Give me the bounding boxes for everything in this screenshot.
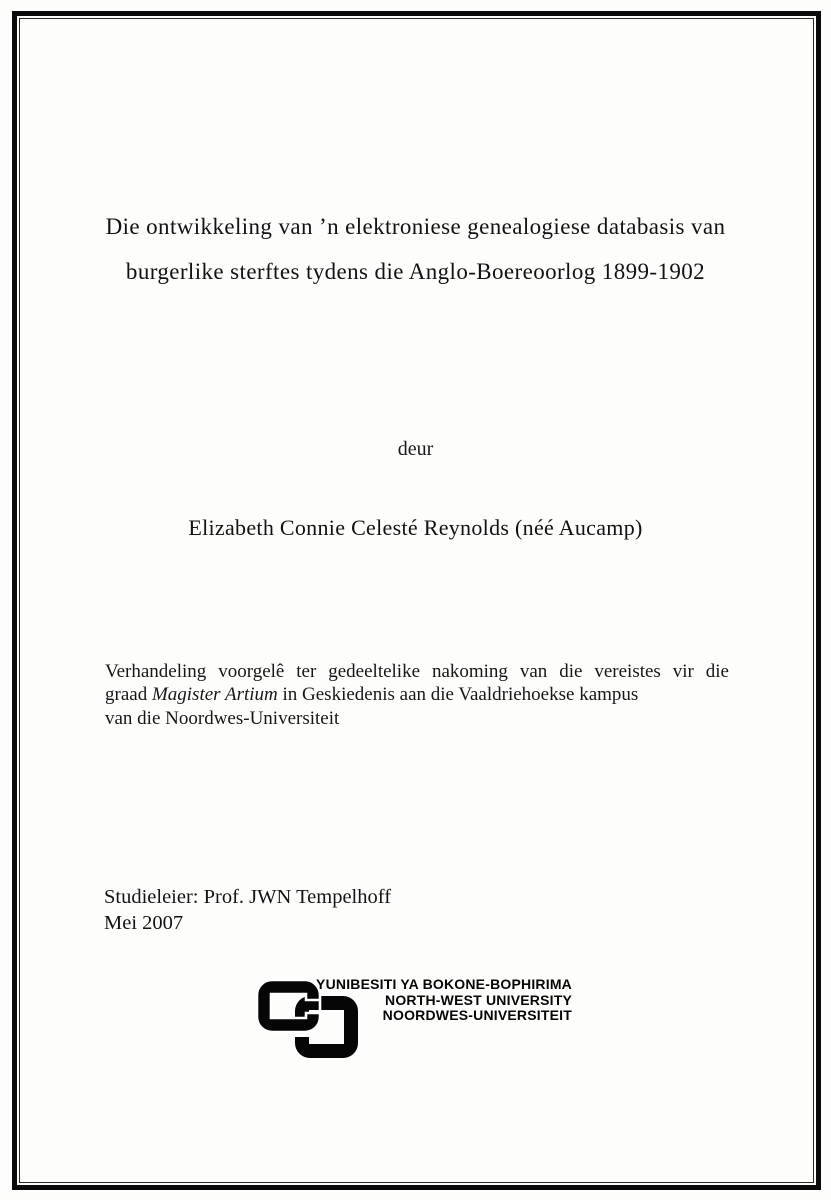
byline-label: deur — [397, 438, 434, 460]
supervisor-block — [104, 885, 391, 936]
thesis-title-line1: Die ontwikkeling van ’n elektroniese genealogiese databasis van — [105, 214, 726, 239]
university-logo-text — [300, 977, 572, 1024]
submission-statement-line1: Verhandeling voorgelê ter gedeeltelike nakoming van die vereistes vir die — [105, 661, 729, 682]
logo-text-english: NORTH-WEST UNIVERSITY — [385, 991, 572, 1008]
logo-text-setswana: YUNIBESITI YA BOKONE-BOPHIRIMA — [316, 976, 572, 992]
supervisor-line: Studieleier: Prof. JWN Tempelhoff — [104, 886, 392, 908]
statement-line2-post: in Geskiedenis aan die Vaaldriehoekse kampus — [277, 684, 639, 706]
date-line: Mei 2007 — [104, 911, 184, 934]
submission-statement-line2 — [105, 683, 729, 706]
logo-text-afrikaans: NOORDWES-UNIVERSITEIT — [382, 1007, 572, 1024]
submission-statement — [105, 660, 729, 730]
thesis-title — [0, 204, 831, 294]
submission-statement-line3: van die Noordwes-Universiteit — [105, 707, 340, 729]
degree-name-italic: Magister Artium — [151, 684, 278, 706]
thesis-title-line2: burgerlike sterftes tydens die Anglo-Boereoorlog 1899-1902 — [125, 259, 706, 284]
author-name: Elizabeth Connie Celesté Reynolds (néé Aucamp) — [188, 515, 643, 540]
statement-line2-pre: graad — [105, 684, 152, 706]
